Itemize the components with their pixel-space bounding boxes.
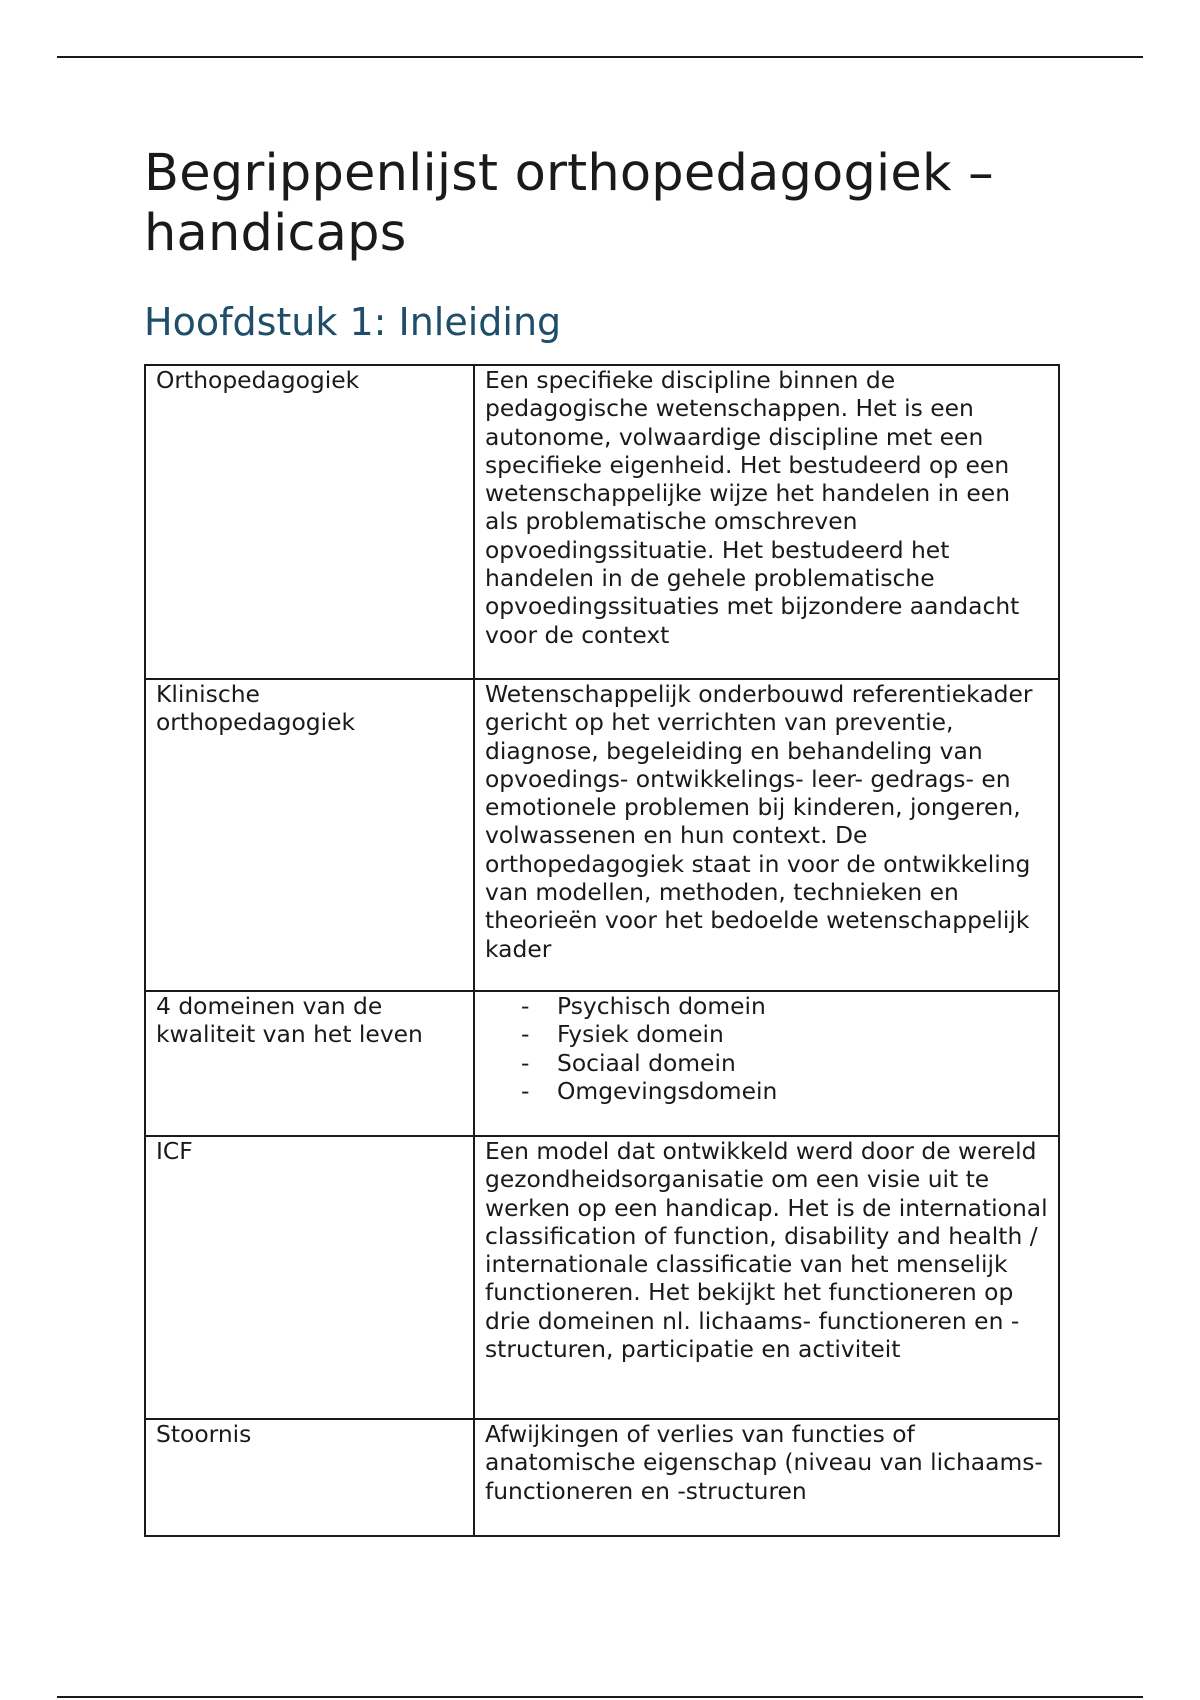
term-label: Klinische orthopedagogiek <box>156 680 356 737</box>
table-row <box>145 1419 1059 1536</box>
page-title: Begrippenlijst orthopedagogiek – handicaps <box>144 144 994 263</box>
list-item-text: Omgevingsdomein <box>557 1076 778 1105</box>
header-rule <box>57 56 1143 58</box>
term-label: 4 domeinen van de kwaliteit van het leven <box>156 992 423 1049</box>
list-item <box>521 1020 1050 1048</box>
table-row <box>145 365 1059 679</box>
dash-bullet-icon: - <box>521 992 530 1020</box>
definition-cell <box>474 1136 1059 1419</box>
dash-bullet-icon: - <box>521 1048 530 1077</box>
definition-text: Afwijkingen of verlies van functies of anatomische eigenschap (niveau van lichaams- functioneren en -structuren <box>485 1420 1043 1505</box>
definition-cell <box>474 1419 1059 1536</box>
term-cell <box>145 1419 474 1536</box>
list-item-text: Fysiek domein <box>557 1020 724 1049</box>
definition-cell <box>474 365 1059 679</box>
chapter-heading: Hoofdstuk 1: Inleiding <box>144 300 562 344</box>
list-item-text: Sociaal domein <box>557 1048 736 1077</box>
dash-bullet-icon: - <box>521 1076 530 1105</box>
table-row <box>145 1136 1059 1419</box>
definition-text: Een model dat ontwikkeld werd door de wereld gezondheidsorganisatie om een visie uit te werken op een handicap. Het is de international classification of function, disability and health / internationale classificatie van het menselijk functioneren. Het bekijkt het functioneren op drie domeinen nl. lichaams- functioneren en -structuren, participatie en activiteit <box>485 1137 1048 1364</box>
term-cell <box>145 1136 474 1419</box>
list-item <box>521 1049 1050 1077</box>
term-table <box>144 364 1060 1537</box>
term-cell <box>145 679 474 991</box>
list-item-text: Psychisch domein <box>557 992 766 1020</box>
dash-bullet-icon: - <box>521 1020 530 1049</box>
term-cell <box>145 365 474 679</box>
list-item <box>521 992 1050 1020</box>
term-label: Stoornis <box>156 1420 252 1448</box>
term-cell <box>145 991 474 1136</box>
definition-text: Wetenschappelijk onderbouwd referentiekader gericht op het verrichten van preventie, diagnose, begeleiding en behandeling van opvoedings- ontwikkelings- leer- gedrags- en emotionele problemen bij kinderen, jongeren, volwassenen en hun context. De orthopedagogiek staat in voor de ontwikkeling van modellen, methoden, technieken en theorieën voor het bedoelde wetenschappelijk kader <box>485 680 1033 963</box>
domain-list <box>485 992 1050 1105</box>
definition-cell <box>474 991 1059 1136</box>
list-item <box>521 1077 1050 1105</box>
definition-text: Een specifieke discipline binnen de pedagogische wetenschappen. Het is een autonome, volwaardige discipline met een specifieke eigenheid. Het bestudeerd op een wetenschappelijke wijze het handelen in een als problematische omschreven opvoedingssituatie. Het bestudeerd het handelen in de gehele problematische opvoedingssituaties met bijzondere aandacht voor de context <box>485 366 1020 649</box>
term-label: ICF <box>156 1137 193 1165</box>
definition-cell <box>474 679 1059 991</box>
table-row <box>145 991 1059 1136</box>
footer-rule <box>57 1696 1143 1698</box>
term-label: Orthopedagogiek <box>156 366 360 394</box>
table-row <box>145 679 1059 991</box>
